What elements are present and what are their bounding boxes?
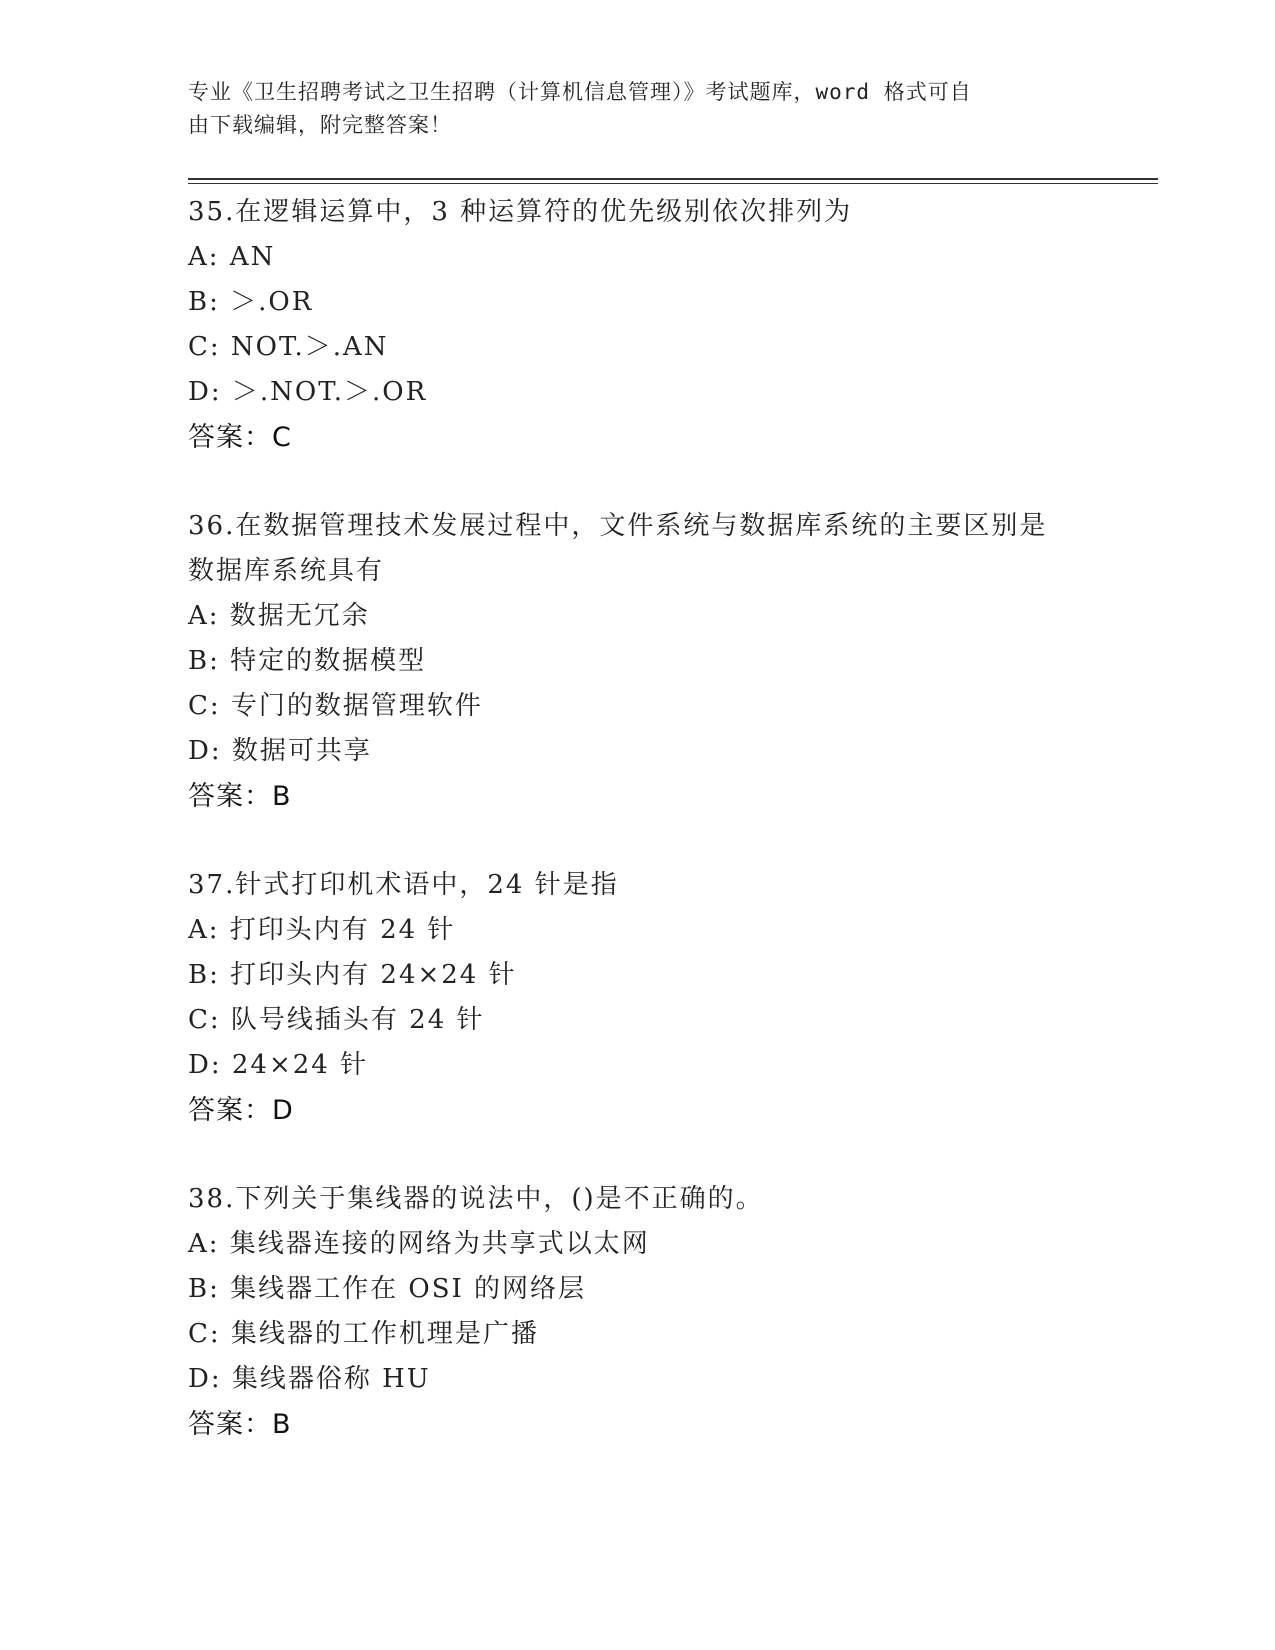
answer: 答案：C [188,422,292,453]
header-line-2: 由下载编辑，附完整答案！ [188,113,452,137]
option-d: D: 数据可共享 [188,736,372,766]
question-stem-line: 35.在逻辑运算中，3 种运算符的优先级别依次排列为 [188,197,853,227]
option-b: B: 集线器工作在 OSI 的网络层 [188,1274,587,1304]
option-a: A: AN [188,242,276,272]
option-d: D: 集线器俗称 HU [188,1364,431,1394]
option-c: C: NOT.＞.AN [188,332,389,362]
question-38 [188,1177,1168,1447]
option-a: A: 数据无冗余 [188,601,370,631]
option-d: D: 24×24 针 [188,1050,369,1080]
question-stem-line: 37.针式打印机术语中，24 针是指 [188,870,619,900]
question-stem [188,504,1168,594]
answer: 答案：D [188,1095,294,1126]
question-stem-line: 数据库系统具有 [188,556,385,586]
question-stem [188,1177,1168,1222]
option-a: A: 打印头内有 24 针 [188,915,456,945]
question-35 [188,190,1168,460]
option-b: B: 打印头内有 24×24 针 [188,960,517,990]
answer: 答案：B [188,781,292,812]
question-37 [188,863,1168,1133]
document-header [188,76,1068,142]
question-stem-line: 38.下列关于集线器的说法中，()是不正确的。 [188,1184,764,1214]
question-stem [188,863,1168,908]
question-stem-line: 36.在数据管理技术发展过程中，文件系统与数据库系统的主要区别是 [188,511,1048,541]
option-d: D: ＞.NOT.＞.OR [188,377,428,407]
option-b: B: 特定的数据模型 [188,646,427,676]
question-list [188,190,1168,1491]
option-c: C: 集线器的工作机理是广播 [188,1319,539,1349]
answer: 答案：B [188,1409,292,1440]
option-c: C: 队号线插头有 24 针 [188,1005,485,1035]
option-c: C: 专门的数据管理软件 [188,691,483,721]
option-a: A: 集线器连接的网络为共享式以太网 [188,1229,650,1259]
header-line-1: 专业《卫生招聘考试之卫生招聘（计算机信息管理）》考试题库，word 格式可自 [188,80,972,104]
question-stem [188,190,1168,235]
header-divider [188,178,1158,184]
question-36 [188,504,1168,819]
option-b: B: ＞.OR [188,287,314,317]
